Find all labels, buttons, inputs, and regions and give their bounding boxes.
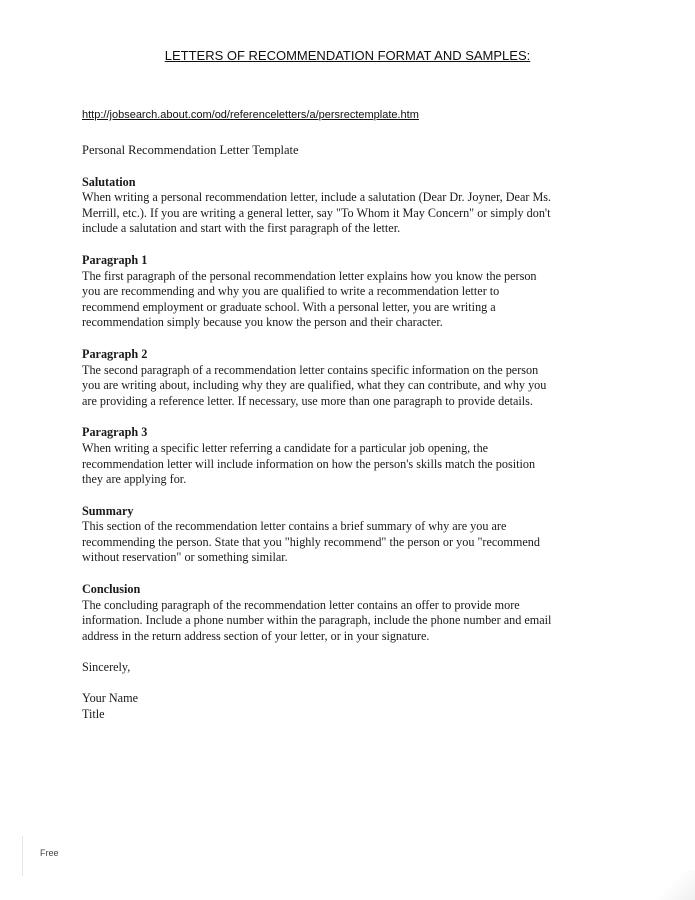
section-salutation: [82, 175, 622, 237]
footer-watermark: [40, 848, 59, 858]
footer-mark: Free: [40, 848, 59, 858]
section-text: The second paragraph of a recommendation letter contains specific information on the person you are writing about, including why they are qualified, what they can contribute, and why you are providing a reference letter. If necessary, use more than one paragraph to provide details.: [82, 362, 547, 408]
closing-line: Sincerely,: [82, 660, 131, 675]
section-heading: Salutation: [82, 174, 136, 189]
section-conclusion: [82, 582, 622, 644]
section-paragraph-1: [82, 253, 622, 331]
section-paragraph-2: [82, 347, 622, 409]
section-heading: Paragraph 1: [82, 252, 148, 267]
section-heading: Paragraph 3: [82, 425, 148, 440]
section-text: When writing a specific letter referring a candidate for a particular job opening, the recommendation letter will include information on how the person's skills match the position they are applying for.: [82, 440, 536, 487]
page-title: LETTERS OF RECOMMENDATION FORMAT AND SAMPLES:: [164, 48, 531, 63]
section-text: The concluding paragraph of the recommendation letter contains an offer to provide more information. Include a phone number within the paragraph, include the phone number and email address in the return address section of your letter, or in your signature.: [82, 597, 552, 643]
template-title: Personal Recommendation Letter Template: [82, 143, 299, 157]
reference-url-link[interactable]: http://jobsearch.about.com/od/referenceletters/a/persrectemplate.htm: [82, 109, 419, 121]
section-heading: Paragraph 2: [82, 346, 148, 361]
margin-divider: [22, 836, 23, 876]
signature-title: Title: [82, 706, 105, 721]
section-paragraph-3: [82, 425, 622, 487]
section-summary: [82, 504, 622, 566]
section-heading: Conclusion: [82, 582, 141, 597]
section-text: The first paragraph of the personal recommendation letter explains how you know the person you are recommending and why you are qualified to write a recommendation letter to recommend employment or graduate school. With a personal letter, you are writing a recommendation simply because you know the person and their character.: [82, 268, 537, 330]
section-text: This section of the recommendation letter contains a brief summary of why are you are recommending the person. State that you "highly recommend" the person or you "recommend without reservation" or something similar.: [82, 519, 540, 565]
signature-name: Your Name: [82, 691, 138, 706]
section-heading: Summary: [82, 503, 134, 518]
section-text: When writing a personal recommendation letter, include a salutation (Dear Dr. Joyner, Dear Ms. Merrill, etc.). If you are writing a general letter, say "To Whom it May Concern" or simply don't include a salutation and start with the first paragraph of the letter.: [82, 190, 552, 236]
page-corner-shade: [655, 870, 695, 900]
letter-body: [82, 143, 622, 722]
